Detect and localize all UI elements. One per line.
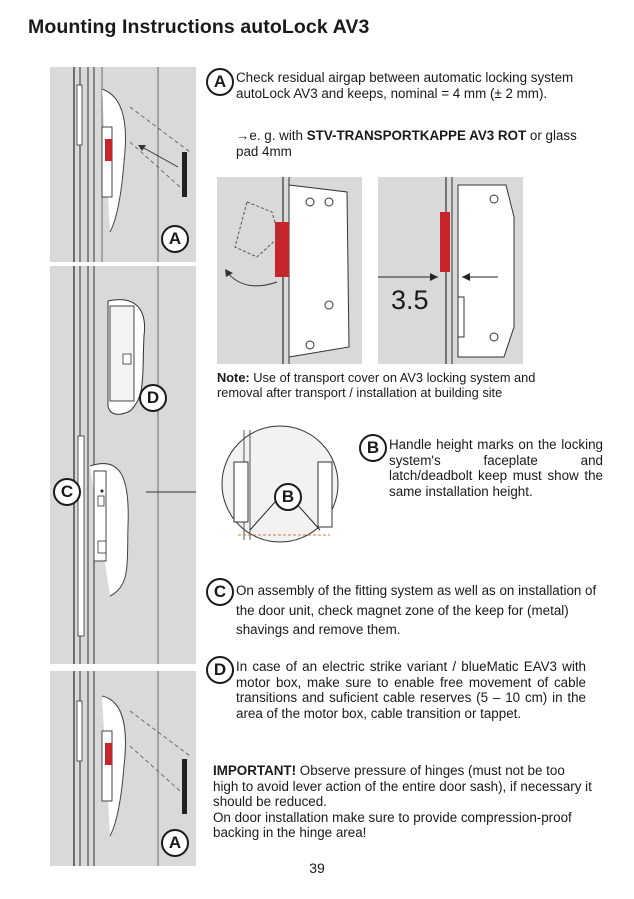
airgap-figure <box>378 177 523 364</box>
badge-a-bottom: A <box>161 829 189 857</box>
transport-cover-figure <box>217 177 362 364</box>
door-figure-top <box>50 67 196 262</box>
important-block: IMPORTANT! Observe pressure of hinges (must not be too high to avoid lever action of the entire door sash), if necessary it should be reduced. On door installation make sure to provide compression-proof backing in the hinge area! <box>213 763 592 840</box>
section-a-example: →e. g. with STV-TRANSPORTKAPPE AV3 ROT or glass pad 4mm <box>236 128 577 159</box>
badge-b-detail: B <box>274 483 302 511</box>
door-figure-middle <box>50 266 196 664</box>
section-a-badge: A <box>206 68 234 96</box>
section-d-text: In case of an electric strike variant / blueMatic EAV3 with motor box, make sure to enable free movement of cable transitions and suficient cable reserves (5 – 10 cm) in the area of the motor box, cable transition or tappet. <box>236 659 586 721</box>
section-c-badge: C <box>206 578 234 606</box>
section-b-badge: B <box>359 434 387 462</box>
dimension-label: 3.5 <box>391 285 429 315</box>
arrow-icon: → <box>236 128 250 143</box>
note: Note: Use of transport cover on AV3 locking system and removal after transport / installation at building site <box>217 370 536 400</box>
page-title: Mounting Instructions autoLock AV3 <box>28 16 370 38</box>
section-a-text: Check residual airgap between automatic locking system autoLock AV3 and keeps, nominal = 4 mm (± 2 mm). <box>236 70 574 101</box>
badge-d: D <box>139 384 167 412</box>
section-b-text: Handle height marks on the locking system's faceplate and latch/deadbolt keep must show the same installation height. <box>389 437 603 499</box>
door-figure-bottom <box>50 671 196 866</box>
badge-a-top: A <box>161 225 189 253</box>
badge-c-figure: C <box>53 478 81 506</box>
section-c-text: On assembly of the fitting system as well as on installation of the door unit, check magnet zone of the keep for (metal) shavings and remove them. <box>236 583 597 637</box>
section-d-badge: D <box>206 656 234 684</box>
page-number: 39 <box>309 860 325 876</box>
